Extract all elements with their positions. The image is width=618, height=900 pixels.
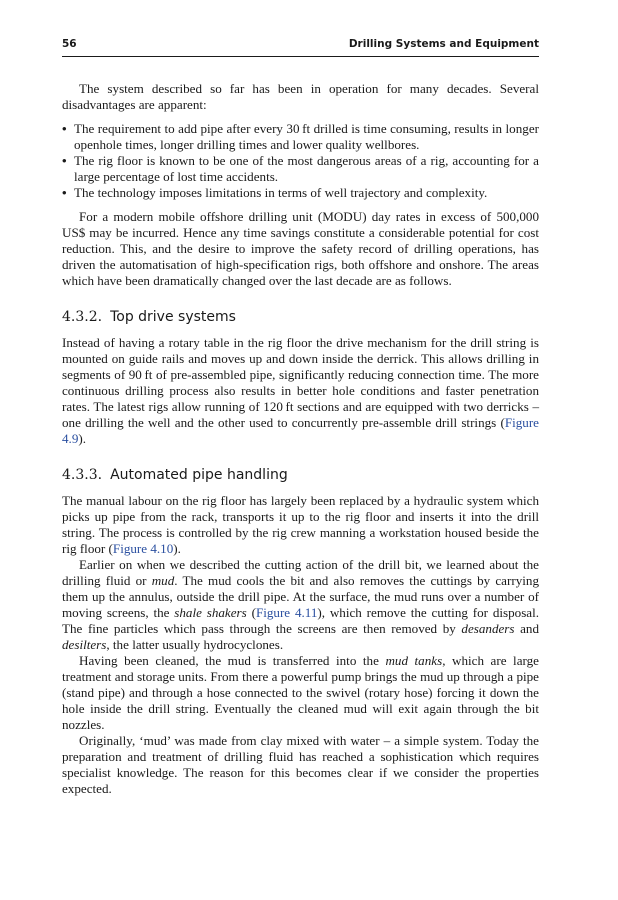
mud-tanks-paragraph	[62, 653, 539, 733]
term-mud-tanks: mud tanks	[385, 653, 443, 668]
bullet-icon: •	[62, 185, 67, 200]
section-number: 4.3.2.	[62, 309, 103, 325]
paragraph-text: Having been cleaned, the mud is transferred into the	[79, 653, 386, 668]
paragraph-text: ).	[173, 541, 181, 556]
drilling-fluid-paragraph	[62, 557, 539, 653]
list-item	[62, 121, 539, 153]
page-number: 56	[62, 38, 77, 50]
pipe-handling-paragraph	[62, 493, 539, 557]
bullet-icon: •	[62, 153, 67, 168]
running-title: Drilling Systems and Equipment	[348, 38, 539, 50]
top-drive-paragraph	[62, 335, 539, 447]
term-mud: mud	[151, 573, 175, 588]
figure-4-9-link[interactable]: Figure 4.9	[62, 415, 539, 446]
paragraph-text: (	[246, 605, 256, 620]
paragraph-text: , the latter usually hydrocyclones.	[106, 637, 284, 652]
list-item-text: The rig floor is known to be one of the most dangerous areas of a rig, accounting for a large percentage of lost time accidents.	[74, 153, 539, 184]
paragraph-text: . The mud cools the bit and also removes the cuttings by carrying them up the annulus, outside the drill pipe. At the surface, the mud runs over a number of moving screens, the	[62, 573, 539, 620]
list-item	[62, 153, 539, 185]
paragraph-text: , which are large treatment and storage units. From there a powerful pump brings the mud up through a pipe (stand pipe) and through a hose connected to the swivel (rotary hose) forcing it down the hole inside the drill string. Eventually the cleaned mud will exit again through the bit nozzles.	[62, 653, 539, 732]
section-title: Top drive systems	[110, 309, 236, 325]
modu-paragraph: For a modern mobile offshore drilling unit (MODU) day rates in excess of 500,000 US$ may be incurred. Hence any time savings constitute a considerable potential for cost reduction. This, and the desire to improve the safety record of drilling operations, has driven the automatisation of high-specification rigs, both offshore and onshore. The areas which have been dramatically changed over the last decade are as follows.	[62, 209, 539, 288]
paragraph-text: ).	[78, 431, 87, 446]
paragraph-text: ), which remove the cutting for disposal. The fine particles which pass through the screens are then removed by	[62, 605, 540, 636]
mud-origin-paragraph: Originally, ‘mud’ was made from clay mixed with water – a simple system. Today the preparation and treatment of drilling fluid has reached a sophistication which requires specialist knowledge. The reason for this becomes clear if we consider the properties expected.	[62, 733, 539, 796]
list-item	[62, 185, 539, 201]
paragraph-text: and	[514, 621, 539, 636]
term-desanders: desanders	[461, 621, 515, 636]
paragraph-text: Earlier on when we described the cutting action of the drill bit, we learned about the drilling fluid or	[62, 557, 539, 588]
section-heading-top-drive	[62, 309, 539, 325]
paragraph-text: Instead of having a rotary table in the rig floor the drive mechanism for the drill string is mounted on guide rails and moves up and down inside the derrick. This allows drilling in segments of 90 ft of pre-assembled pipe, significantly reducing connection time. The more continuous drilling process also results in better hole conditions and faster penetration rates. The latest rigs allow running of 120 ft sections and are equipped with two derricks – one drilling the well and the other used to concurrently pre-assemble drill strings (	[62, 335, 539, 430]
list-item-text: The requirement to add pipe after every 30 ft drilled is time consuming, results in longer openhole times, longer drilling times and lower quality wellbores.	[74, 121, 539, 152]
section-heading-pipe-handling	[62, 467, 539, 483]
bullet-icon: •	[62, 121, 67, 136]
paragraph-text: The manual labour on the rig floor has largely been replaced by a hydraulic system which picks up pipe from the rack, transports it up to the rig floor and inserts it into the drill string. The process is controlled by the rig crew manning a workstation housed beside the rig floor (	[62, 493, 539, 556]
section-title: Automated pipe handling	[110, 467, 288, 483]
running-header	[62, 36, 539, 57]
book-page	[62, 36, 539, 797]
intro-paragraph: The system described so far has been in operation for many decades. Several disadvantages are apparent:	[62, 81, 539, 112]
term-shale-shakers: shale shakers	[174, 605, 247, 620]
figure-4-10-link[interactable]: Figure 4.10	[112, 541, 174, 556]
section-number: 4.3.3.	[62, 467, 103, 483]
list-item-text: The technology imposes limitations in terms of well trajectory and complexity.	[74, 185, 488, 200]
figure-4-11-link[interactable]: Figure 4.11	[255, 605, 318, 620]
disadvantages-list	[62, 121, 539, 201]
term-desilters: desilters	[62, 637, 107, 652]
